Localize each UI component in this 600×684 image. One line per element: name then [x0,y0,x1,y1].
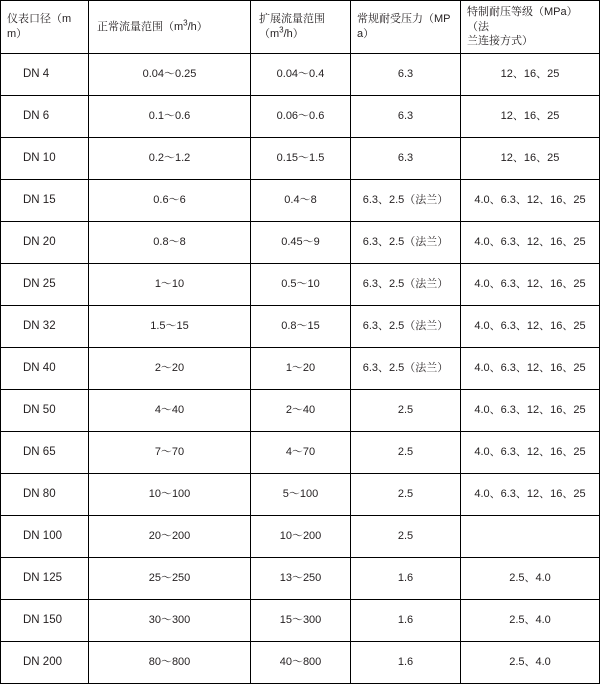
cell-normal-flow: 0.6～6 [89,180,251,222]
cell-standard-pressure: 2.5 [351,390,461,432]
header-normal-flow-pre: 正常流量范围（m [97,20,184,33]
cell-diameter: DN 200 [1,642,89,684]
cell-extended-flow: 2～40 [251,390,351,432]
cell-normal-flow: 30～300 [89,600,251,642]
header-standard-pressure-line1: 常规耐受压力（MP [357,13,451,26]
header-normal-flow-post: /h） [187,20,208,33]
cell-normal-flow: 1～10 [89,264,251,306]
cell-diameter: DN 10 [1,138,89,180]
cell-normal-flow: 7～70 [89,432,251,474]
cell-extended-flow: 40～800 [251,642,351,684]
header-extended-flow-sup: 3 [279,25,284,35]
table-row [1,516,600,558]
cell-diameter: DN 4 [1,54,89,96]
cell-special-pressure: 12、16、25 [461,96,600,138]
cell-standard-pressure: 6.3 [351,138,461,180]
header-extended-flow-post: /h） [283,28,304,40]
cell-diameter: DN 32 [1,306,89,348]
header-diameter-line1: 仪表口径（m [7,13,72,26]
cell-normal-flow: 0.1～0.6 [89,96,251,138]
header-normal-flow [89,1,251,54]
table-row [1,474,600,516]
cell-normal-flow: 2～20 [89,348,251,390]
cell-diameter: DN 15 [1,180,89,222]
table-body [1,54,600,684]
cell-diameter: DN 20 [1,222,89,264]
cell-extended-flow: 0.04～0.4 [251,54,351,96]
cell-special-pressure: 4.0、6.3、12、16、25 [461,264,600,306]
cell-normal-flow: 20～200 [89,516,251,558]
cell-extended-flow: 0.8～15 [251,306,351,348]
header-extended-flow-pre: 扩展流量范围（m [259,13,325,40]
table-row [1,138,600,180]
cell-diameter: DN 125 [1,558,89,600]
cell-special-pressure: 2.5、4.0 [461,600,600,642]
table-row [1,390,600,432]
cell-standard-pressure: 6.3、2.5（法兰） [351,264,461,306]
cell-extended-flow: 1～20 [251,348,351,390]
header-standard-pressure-line2: a） [357,28,375,40]
header-standard-pressure [351,1,461,54]
table-row [1,642,600,684]
header-special-pressure [461,1,600,54]
cell-special-pressure: 4.0、6.3、12、16、25 [461,348,600,390]
cell-special-pressure: 4.0、6.3、12、16、25 [461,390,600,432]
cell-special-pressure: 4.0、6.3、12、16、25 [461,222,600,264]
cell-normal-flow: 10～100 [89,474,251,516]
cell-normal-flow: 0.8～8 [89,222,251,264]
cell-normal-flow: 25～250 [89,558,251,600]
cell-special-pressure: 4.0、6.3、12、16、25 [461,306,600,348]
cell-special-pressure [461,516,600,558]
cell-diameter: DN 80 [1,474,89,516]
cell-extended-flow: 0.4～8 [251,180,351,222]
cell-extended-flow: 0.5～10 [251,264,351,306]
header-special-pressure-line2: 兰连接方式） [467,35,533,48]
cell-standard-pressure: 1.6 [351,600,461,642]
header-normal-flow-sup: 3 [183,17,188,27]
cell-standard-pressure: 2.5 [351,474,461,516]
cell-diameter: DN 40 [1,348,89,390]
table-row [1,96,600,138]
cell-extended-flow: 0.45～9 [251,222,351,264]
cell-special-pressure: 4.0、6.3、12、16、25 [461,180,600,222]
cell-standard-pressure: 6.3、2.5（法兰） [351,306,461,348]
table-row [1,222,600,264]
cell-normal-flow: 4～40 [89,390,251,432]
table-row [1,54,600,96]
cell-standard-pressure: 2.5 [351,432,461,474]
cell-diameter: DN 100 [1,516,89,558]
table-row [1,180,600,222]
cell-extended-flow: 0.06～0.6 [251,96,351,138]
table-row [1,264,600,306]
cell-extended-flow: 0.15～1.5 [251,138,351,180]
cell-diameter: DN 25 [1,264,89,306]
cell-special-pressure: 2.5、4.0 [461,558,600,600]
cell-diameter: DN 6 [1,96,89,138]
header-diameter-line2: m） [7,28,28,40]
cell-diameter: DN 50 [1,390,89,432]
cell-normal-flow: 1.5～15 [89,306,251,348]
cell-standard-pressure: 6.3、2.5（法兰） [351,222,461,264]
cell-extended-flow: 13～250 [251,558,351,600]
cell-standard-pressure: 1.6 [351,642,461,684]
cell-diameter: DN 150 [1,600,89,642]
header-special-pressure-line1: 特制耐压等级（MPa）（法 [467,5,578,33]
header-diameter [1,1,89,54]
table-row [1,558,600,600]
cell-extended-flow: 4～70 [251,432,351,474]
cell-standard-pressure: 1.6 [351,558,461,600]
cell-standard-pressure: 6.3、2.5（法兰） [351,348,461,390]
table-row [1,600,600,642]
cell-special-pressure: 4.0、6.3、12、16、25 [461,474,600,516]
cell-normal-flow: 0.04～0.25 [89,54,251,96]
cell-extended-flow: 5～100 [251,474,351,516]
table-header-row [1,1,600,54]
cell-normal-flow: 0.2～1.2 [89,138,251,180]
cell-extended-flow: 15～300 [251,600,351,642]
cell-special-pressure: 12、16、25 [461,54,600,96]
cell-standard-pressure: 6.3、2.5（法兰） [351,180,461,222]
header-extended-flow [251,1,351,54]
cell-special-pressure: 2.5、4.0 [461,642,600,684]
cell-normal-flow: 80～800 [89,642,251,684]
table-row [1,306,600,348]
cell-extended-flow: 10～200 [251,516,351,558]
cell-special-pressure: 4.0、6.3、12、16、25 [461,432,600,474]
cell-standard-pressure: 6.3 [351,96,461,138]
cell-special-pressure: 12、16、25 [461,138,600,180]
cell-standard-pressure: 2.5 [351,516,461,558]
cell-standard-pressure: 6.3 [351,54,461,96]
cell-diameter: DN 65 [1,432,89,474]
table-row [1,348,600,390]
table-row [1,432,600,474]
